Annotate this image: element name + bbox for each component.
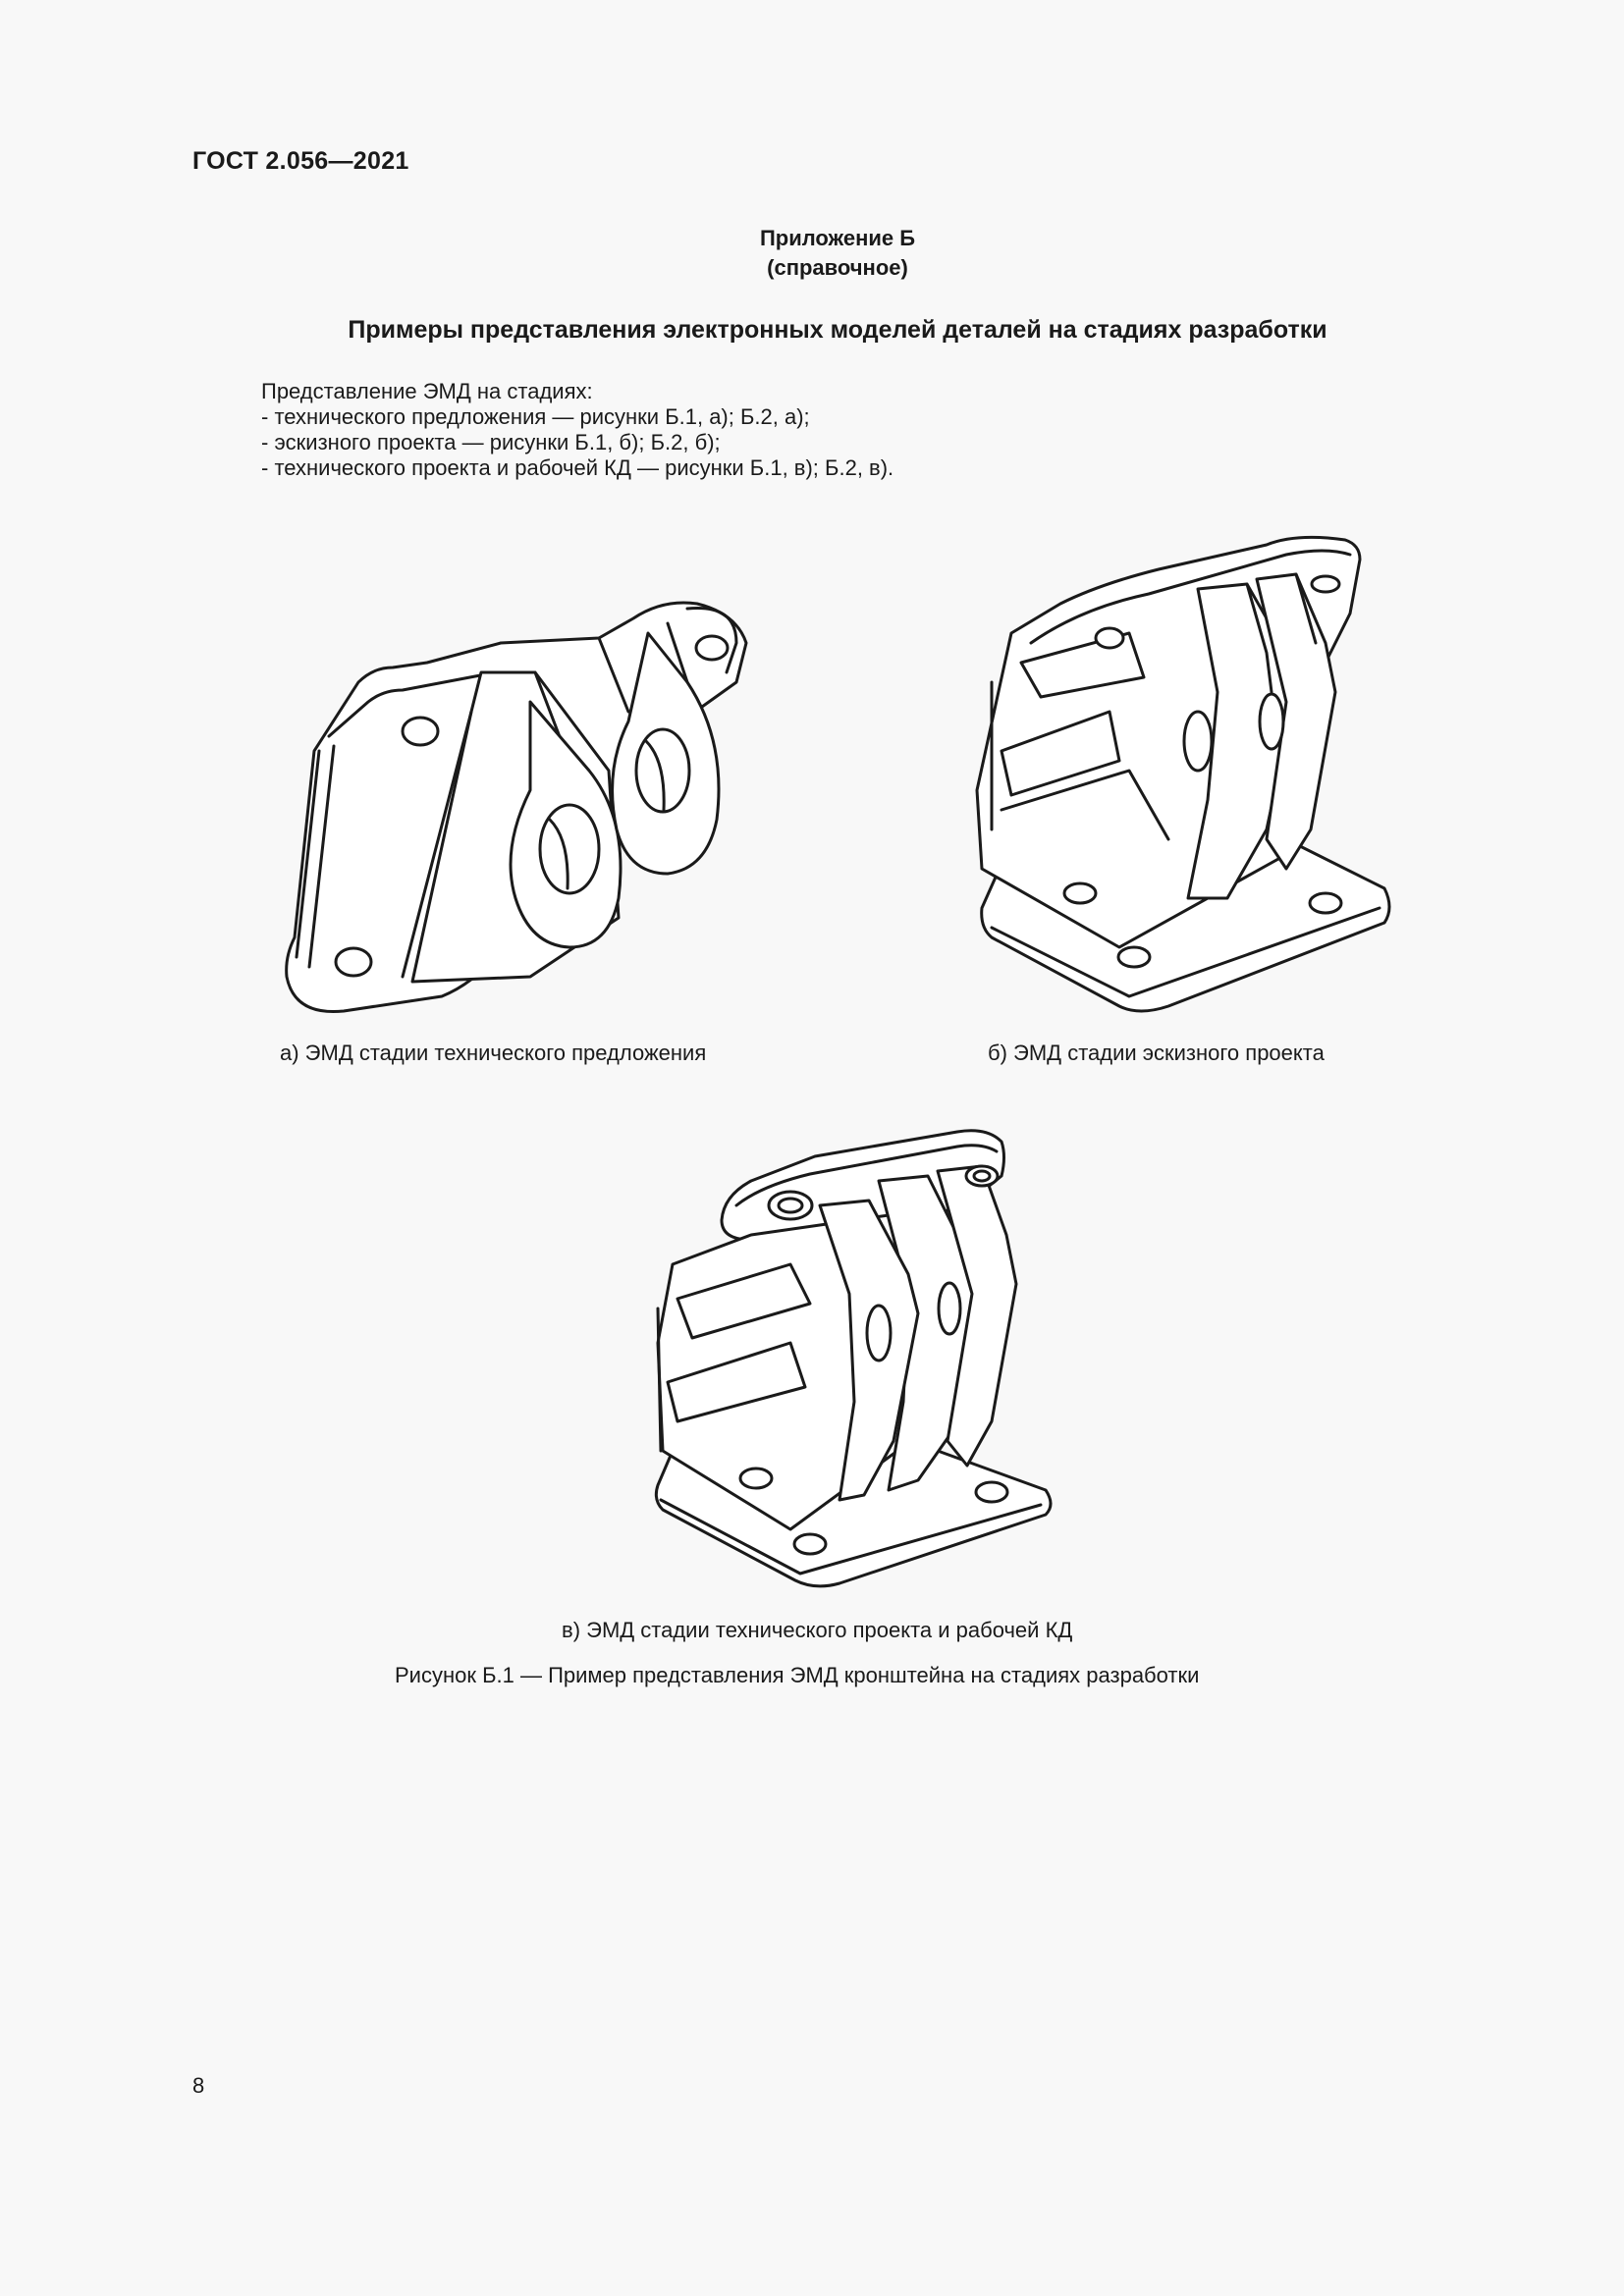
intro-lead: Представление ЭМД на стадиях: <box>261 379 593 403</box>
figure-bracket-technical-design <box>643 1127 1065 1588</box>
page-number: 8 <box>192 2073 205 2098</box>
figure-bracket-technical-proposal <box>275 574 785 1026</box>
figure-bracket-sketch-design <box>972 535 1404 1016</box>
intro-item: - эскизного проекта — рисунки Б.1, б); Б.2, б); <box>261 430 721 454</box>
annex-title: Приложение Б <box>759 226 916 250</box>
intro-list <box>261 379 893 481</box>
document-code: ГОСТ 2.056—2021 <box>192 147 409 175</box>
intro-item: - технического предложения — рисунки Б.1, а); Б.2, а); <box>261 404 810 429</box>
intro-item: - технического проекта и рабочей КД — рисунки Б.1, в); Б.2, в). <box>261 455 894 480</box>
annex-heading <box>0 224 1624 283</box>
annex-status: (справочное) <box>767 255 908 280</box>
section-heading: Примеры представления электронных моделей деталей на стадиях разработки <box>348 316 1327 344</box>
figure-b-caption: б) ЭМД стадии эскизного проекта <box>988 1041 1325 1065</box>
figure-c-caption: в) ЭМД стадии технического проекта и рабочей КД <box>562 1618 1073 1642</box>
figure-caption: Рисунок Б.1 — Пример представления ЭМД кронштейна на стадиях разработки <box>395 1663 1200 1687</box>
figure-a-caption: а) ЭМД стадии технического предложения <box>280 1041 707 1065</box>
